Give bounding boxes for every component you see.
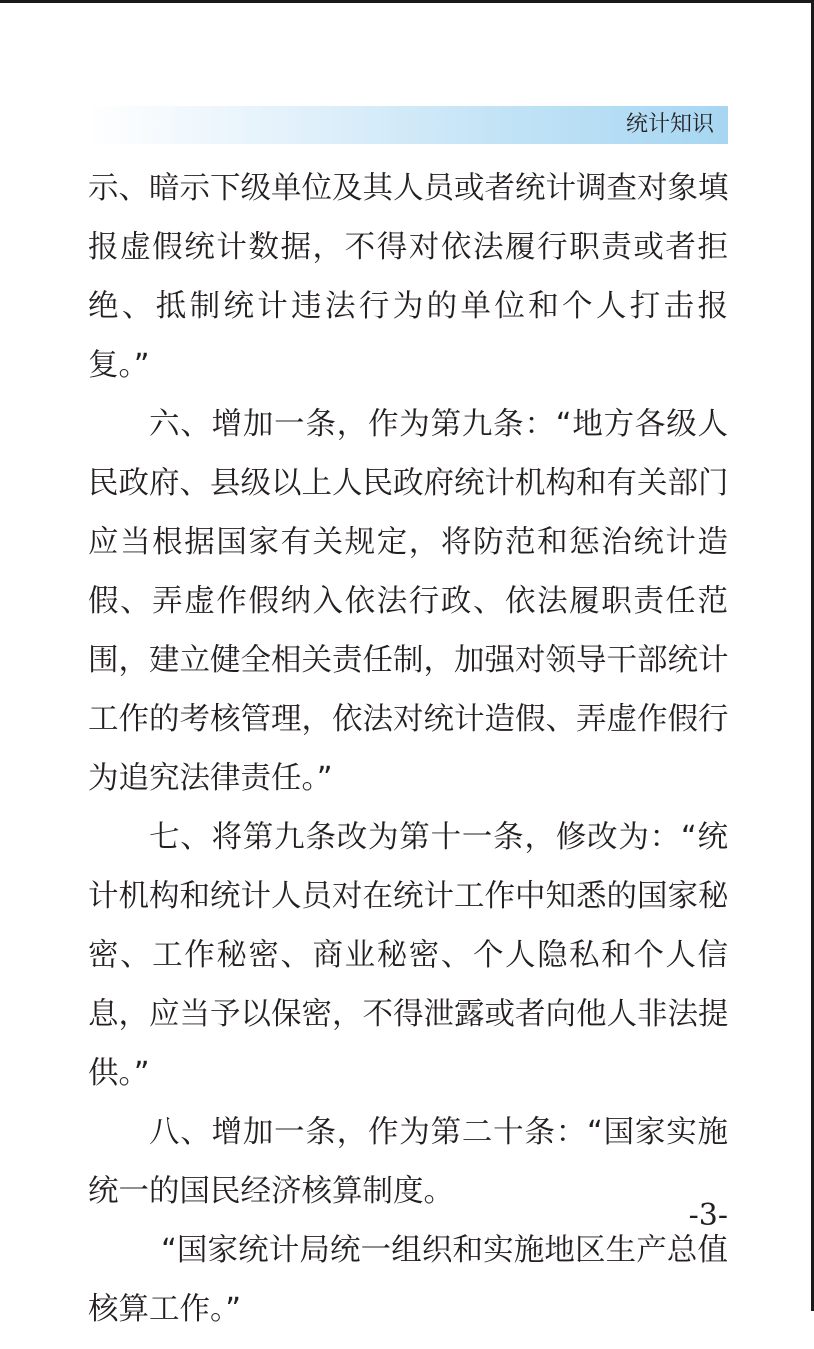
text-line: 核算工作。”: [88, 1292, 242, 1327]
paragraph-start-line: 八、增加一条，作为第二十条：“国家实施: [149, 1115, 728, 1150]
page-number: -3-: [688, 1198, 728, 1233]
text-line: 密、工作秘密、商业秘密、个人隐私和个人信: [88, 938, 728, 973]
paragraph-start-line: 七、将第九条改为第十一条，修改为：“统: [149, 820, 728, 855]
text-line: 息，应当予以保密，不得泄露或者向他人非法提: [88, 997, 728, 1032]
text-line: 计机构和统计人员对在统计工作中知悉的国家秘: [88, 879, 728, 914]
text-line: 示、暗示下级单位及其人员或者统计调查对象填: [88, 171, 728, 206]
paragraph-start-line: 六、增加一条，作为第九条：“地方各级人: [149, 407, 728, 442]
section-header-band: [88, 106, 728, 144]
section-label: 统计知识: [625, 112, 714, 137]
text-line: 统一的国民经济核算制度。: [88, 1174, 454, 1209]
text-line: 工作的考核管理，依法对统计造假、弄虚作假行: [88, 702, 728, 737]
paragraph-start-line: “国家统计局统一组织和实施地区生产总值: [161, 1233, 728, 1268]
body-text: [88, 169, 728, 1349]
text-line: 围，建立健全相关责任制，加强对领导干部统计: [88, 643, 728, 678]
text-line: 应当根据国家有关规定，将防范和惩治统计造: [88, 525, 728, 560]
text-line: 报虚假统计数据，不得对依法履行职责或者拒: [88, 230, 728, 265]
text-line: 假、弄虚作假纳入依法行政、依法履职责任范: [88, 584, 728, 619]
text-line: 复。”: [88, 348, 150, 383]
text-line: 为追究法律责任。”: [88, 761, 333, 796]
text-line: 绝、抵制统计违法行为的单位和个人打击报: [88, 289, 728, 324]
text-line: 民政府、县级以上人民政府统计机构和有关部门: [88, 466, 728, 501]
text-line: 供。”: [88, 1056, 150, 1091]
